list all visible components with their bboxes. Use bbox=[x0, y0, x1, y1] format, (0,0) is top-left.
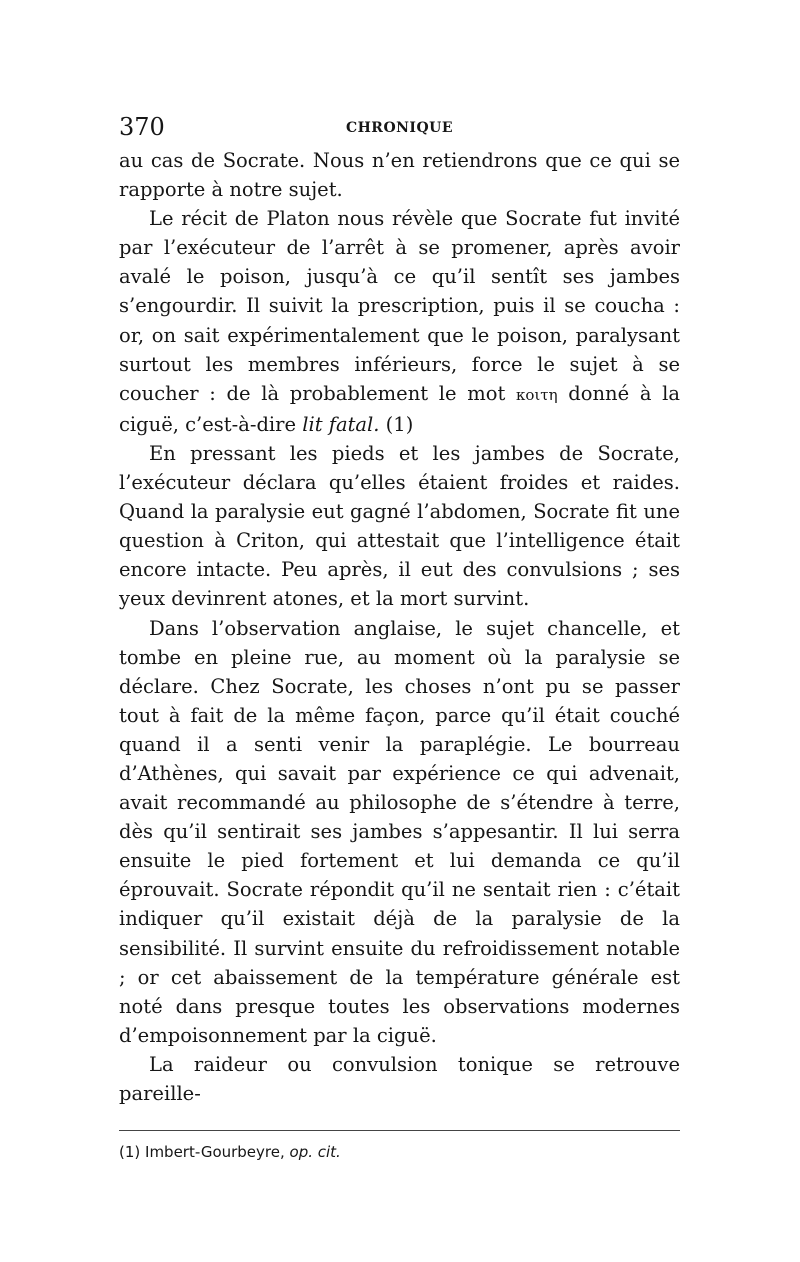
book-page bbox=[119, 112, 680, 1163]
page-number: 370 bbox=[119, 113, 165, 141]
italic-term: lit fatal. bbox=[302, 412, 380, 436]
running-head: CHRONIQUE bbox=[345, 120, 454, 136]
paragraph-2-text-middle: donné à la ciguë, c’est-à-dire bbox=[119, 381, 680, 436]
footnote-text: Imbert-Gourbeyre, bbox=[140, 1143, 290, 1162]
paragraph-3: En pressant les pieds et les jambes de Socrate, l’exécuteur déclara qu’elles étaient froides et raides. Quand la paralysie eut gagné l’abdomen, Socrate fit une question à Criton, qui attestait que l’intelligence était encore intacte. Peu après, il eut des convulsions ; ses yeux devinrent atones, et la mort survint. bbox=[119, 441, 680, 611]
body-text bbox=[119, 146, 680, 1108]
paragraph-5: La raideur ou convulsion tonique se retrouve pareille- bbox=[119, 1052, 680, 1105]
paragraph-2 bbox=[119, 204, 680, 439]
footnote-divider bbox=[119, 1130, 680, 1131]
footnote bbox=[119, 1141, 680, 1163]
paragraph-1: au cas de Socrate. Nous n’en retiendrons que ce qui se rapporte à notre sujet. bbox=[119, 149, 680, 202]
paragraph-2-text-before: Le récit de Platon nous révèle que Socrate fut invité par l’exécuteur de l’arrêt à se promener, après avoir avalé le poison, jusqu’à ce qu’il sentît ses jambes s’engourdir. Il suivit la prescription, puis il se coucha : or, on sait expérimentalement que le poison, paralysant surtout les membres inférieurs, force le sujet à se coucher : de là probablement le mot bbox=[119, 207, 680, 405]
footnote-marker: (1) bbox=[119, 1143, 141, 1162]
paragraph-4: Dans l’observation anglaise, le sujet chancelle, et tombe en pleine rue, au moment où la paralysie se déclare. Chez Socrate, les choses n’ont pu se passer tout à fait de la même façon, parce qu’il était couché quand il a senti venir la paraplégie. Le bourreau d’Athènes, qui savait par expérience ce qui advenait, avait recommandé au philosophe de s’étendre à terre, dès qu’il sentirait ses jambes s’appesantir. Il lui serra ensuite le pied fortement et lui demanda ce qu’il éprouvait. Socrate répondit qu’il ne sentait rien : c’était indiquer qu’il existait déjà de la paralysie de la sensibilité. Il survint ensuite du refroidissement notable ; or cet abaissement de la température générale est noté dans presque toutes les observations modernes d’empoisonnement par la ciguë. bbox=[119, 616, 680, 1047]
greek-word: κοιτη bbox=[516, 385, 558, 404]
footnote-italic: op. cit. bbox=[289, 1143, 341, 1162]
page-header bbox=[119, 112, 680, 146]
footnote-reference: (1) bbox=[379, 412, 414, 436]
